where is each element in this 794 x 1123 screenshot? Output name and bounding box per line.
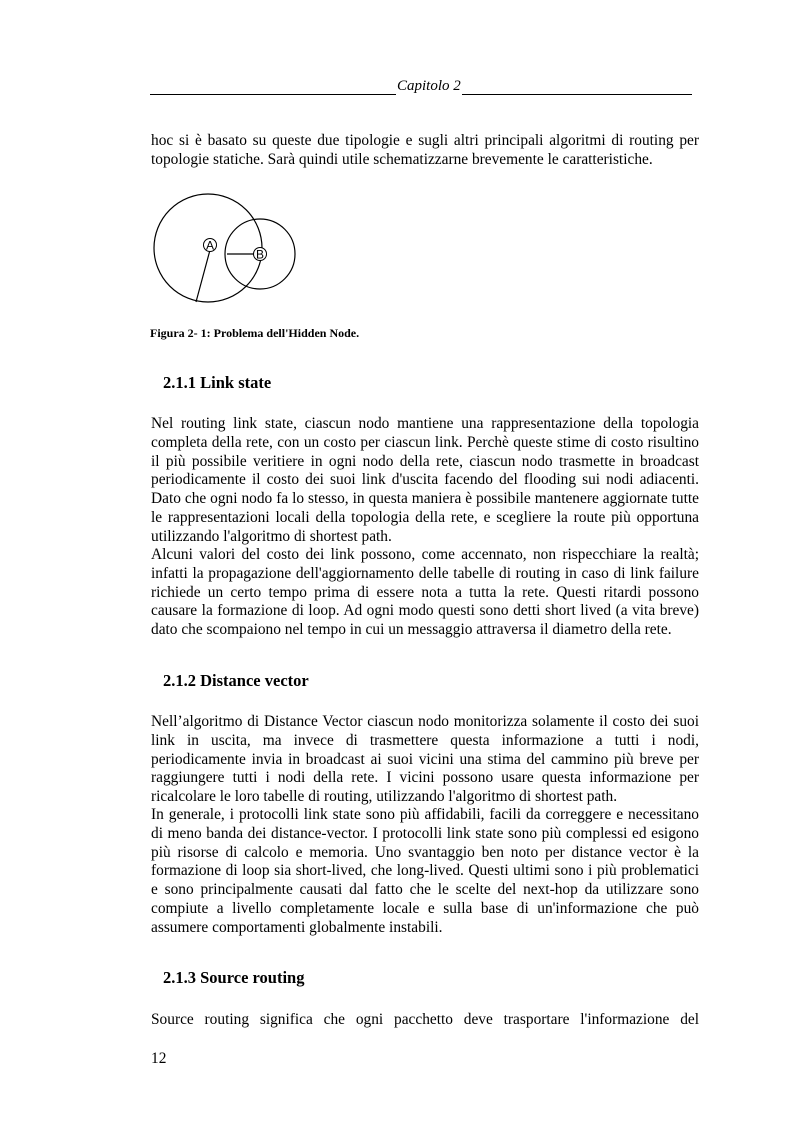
paragraph-link-state-1: Nel routing link state, ciascun nodo mantiene una rappresentazione della topologia completa della rete, con un costo per ciascun link. Perchè queste stime di costo risultino il più possibile veritiere in ogni nodo della rete, ciascun nodo trasmette in broadcast periodicamente il costo dei suoi link d'uscita facendo del flooding sui nodi adiacenti. Dato che ogni nodo fa lo stesso, in questa maniera è possibile mantenere aggiornate tutte le rappresentazioni locali della topologia della rete, e scegliere la route più opportuna utilizzando l'algoritmo di shortest path. <box>151 415 699 545</box>
hidden-node-diagram <box>148 192 298 312</box>
section-heading-distance-vector: 2.1.2 Distance vector <box>163 671 309 690</box>
section-heading-link-state: 2.1.1 Link state <box>163 373 272 392</box>
figure-caption: Figura 2- 1: Problema dell'Hidden Node. <box>150 326 360 340</box>
header-rule-left <box>150 80 396 95</box>
paragraph-source-routing-1: Source routing significa che ogni pacchetto deve trasportare l'informazione del <box>151 1011 699 1028</box>
node-a-radius-line <box>196 250 210 302</box>
paragraph-link-state-2: Alcuni valori del costo dei link possono, come accennato, non rispecchiare la realtà; infatti la propagazione dell'aggiornamento delle tabelle di routing in caso di link failure richiede un certo tempo prima di essere nota a tutta la rete. Questi ritardi possono causare la formazione di loop. Ad ogni modo questi sono detti short lived (a vita breve) dato che scompaiono nel tempo in cui un messaggio attraversa il diametro della rete. <box>151 546 699 639</box>
intro-paragraph: hoc si è basato su queste due tipologie e sugli altri principali algoritmi di routing per topologie statiche. Sarà quindi utile schematizzarne brevemente le caratteristiche. <box>151 132 699 168</box>
chapter-title: Capitolo 2 <box>397 78 461 94</box>
paragraph-distance-vector-1: Nell’algoritmo di Distance Vector ciascun nodo monitorizza solamente il costo dei suoi link in uscita, ma invece di trasmettere questa informazione a tutti i nodi, periodicamente invia in broadcast ai suoi vicini una stima del cammino più breve per raggiungere tutti i nodi della rete. I vicini possono usare questa informazione per ricalcolare le loro tabelle di routing, utilizzando l'algoritmo di shortest path. <box>151 713 699 806</box>
header-rule-right <box>462 80 692 95</box>
page-number: 12 <box>151 1050 167 1067</box>
paragraph-distance-vector-2: In generale, i protocolli link state sono più affidabili, facili da correggere e necessitano di meno banda dei distance-vector. I protocolli link state sono più complessi ed esigono più risorse di calcolo e memoria. Uno svantaggio ben noto per distance vector è la formazione di loop sia short-lived, che long-lived. Questi ultimi sono i più problematici e sono principalmente causati dal fatto che le scelte del next-hop da utilizzare sono compiute a livello completamente locale e sulla base di un'informazione che può assumere comportamenti globalmente instabili. <box>151 806 699 936</box>
node-a-label: A <box>205 238 215 253</box>
node-b-label: B <box>255 247 265 262</box>
section-heading-source-routing: 2.1.3 Source routing <box>163 968 305 987</box>
running-header <box>150 77 692 95</box>
